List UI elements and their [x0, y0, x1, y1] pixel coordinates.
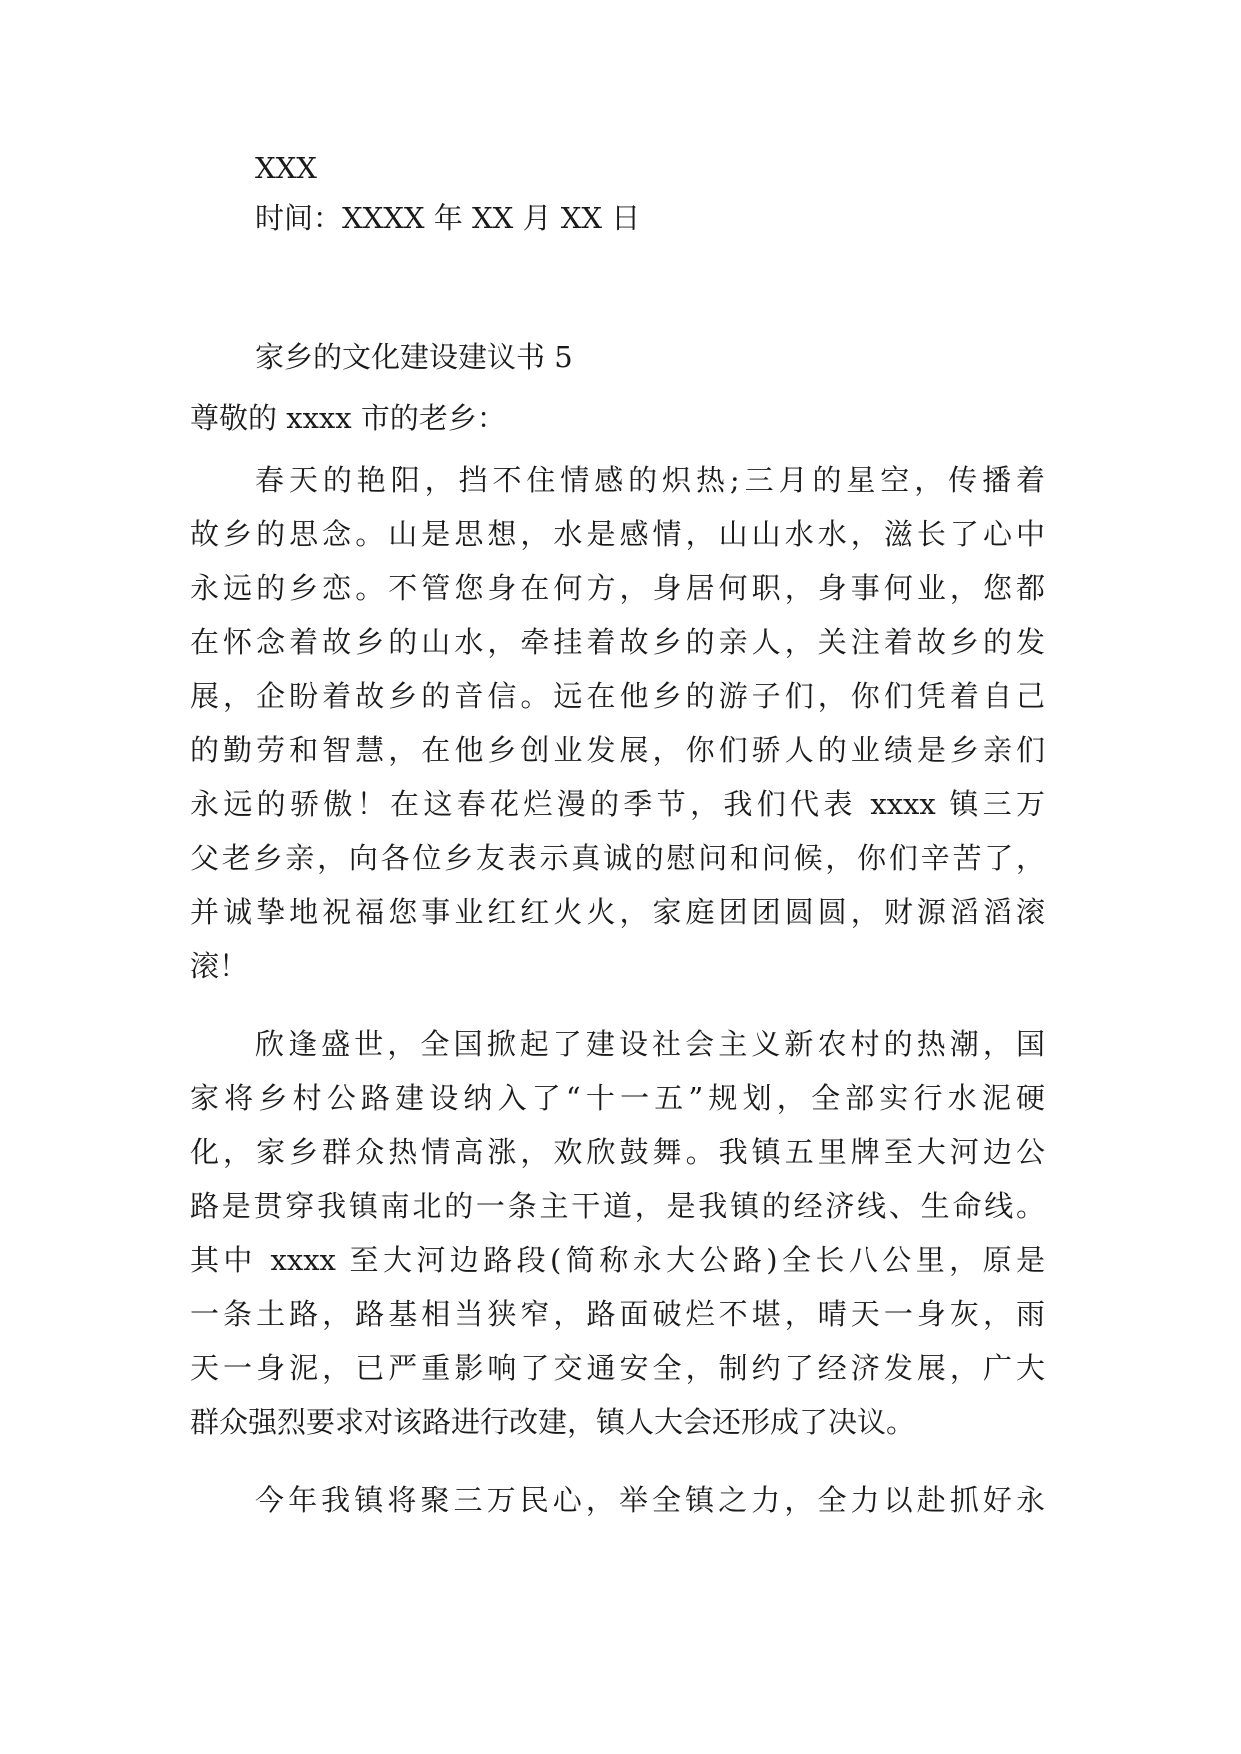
paragraph-line: 天一身泥，已严重影响了交通安全，制约了经济发展，广大: [190, 1351, 1045, 1385]
paragraph-line: 群众强烈要求对该路进行改建，镇人大会还形成了决议。: [190, 1405, 916, 1439]
paragraph-line: 故乡的思念。山是思想，水是感情，山山水水，滋长了心中: [190, 517, 1045, 551]
paragraph-line: 家将乡村公路建设纳入了“十一五”规划，全部实行水泥硬: [190, 1081, 1045, 1115]
paragraph-line: 今年我镇将聚三万民心，举全镇之力，全力以赴抓好永: [255, 1483, 1045, 1517]
letter-date: 时间：XXXX 年 XX 月 XX 日: [255, 201, 641, 235]
paragraph-line: 永远的乡恋。不管您身在何方，身居何职，身事何业，您都: [190, 571, 1045, 605]
paragraph-line: 父老乡亲，向各位乡友表示真诚的慰问和问候，你们辛苦了，: [190, 841, 1045, 875]
paragraph-line: 并诚挚地祝福您事业红红火火，家庭团团圆圆，财源滔滔滚: [190, 895, 1045, 929]
paragraph-line: 一条土路，路基相当狭窄，路面破烂不堪，晴天一身灰，雨: [190, 1297, 1045, 1331]
letter-title: 家乡的文化建设建议书 5: [255, 340, 573, 374]
paragraph-line: 在怀念着故乡的山水，牵挂着故乡的亲人，关注着故乡的发: [190, 625, 1045, 659]
paragraph-line: 的勤劳和智慧，在他乡创业发展，你们骄人的业绩是乡亲们: [190, 733, 1045, 767]
paragraph-line: 其中 xxxx 至大河边路段(简称永大公路)全长八公里，原是: [190, 1243, 1045, 1277]
paragraph-line: 滚！: [190, 949, 249, 983]
paragraph-line: 欣逢盛世，全国掀起了建设社会主义新农村的热潮，国: [255, 1027, 1045, 1061]
letter-salutation: 尊敬的 xxxx 市的老乡：: [190, 401, 506, 435]
paragraph-line: 化，家乡群众热情高涨，欢欣鼓舞。我镇五里牌至大河边公: [190, 1135, 1045, 1169]
signer-name: XXX: [255, 151, 317, 185]
paragraph-line: 路是贯穿我镇南北的一条主干道，是我镇的经济线、生命线。: [190, 1189, 1045, 1223]
paragraph-line: 展，企盼着故乡的音信。远在他乡的游子们，你们凭着自己: [190, 679, 1045, 713]
paragraph-line: 春天的艳阳，挡不住情感的炽热;三月的星空，传播着: [255, 463, 1045, 497]
paragraph-line: 永远的骄傲！在这春花烂漫的季节，我们代表 xxxx 镇三万: [190, 787, 1045, 821]
